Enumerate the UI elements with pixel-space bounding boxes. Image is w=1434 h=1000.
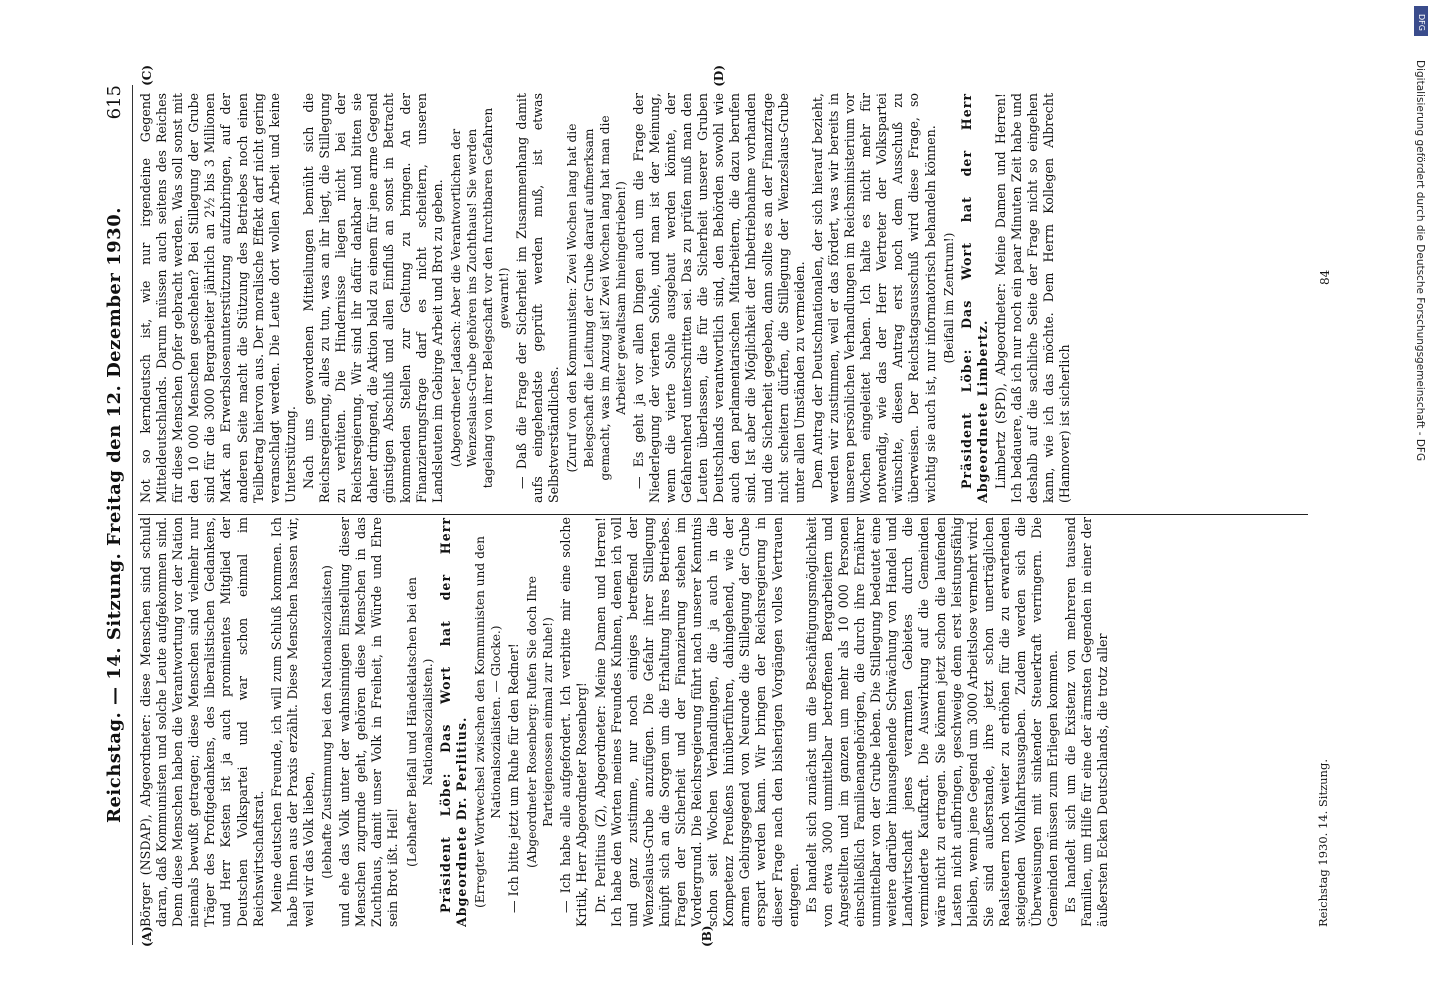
column-left [138, 517, 1308, 927]
page-header [100, 85, 130, 945]
signature-number: 84 [1318, 269, 1332, 285]
margin-marker-d: (D) [712, 65, 726, 87]
margin-marker-c: (C) [140, 65, 154, 86]
paragraph: Es handelt sich um die Existenz von mehreren tausend Familien, um Hilfe für eine der ärmsten Gegenden in einer der äußersten Ecken Deutschlands, die trotz aller [1063, 517, 1111, 927]
page-footer: Reichstag 1930. 14. Sitzung. [1316, 759, 1330, 927]
paragraph: Meine deutschen Freunde, ich will zum Schluß kommen. Ich habe Ihnen aus der Praxis erzählt. Diese Menschen hassen wir, weil wir das Volk lieben, [268, 517, 316, 927]
interjection: (Abgeordneter Jadasch: Aber die Verantwortlichen der Wenzeslaus-Grube gehören ins Zuchthaus! Sie werden tagelang von ihrer Belegschaft vor den furchtbaren Gefahren gewarnt!) [448, 107, 512, 489]
interjection: (Lebhafter Beifall und Händeklatschen bei den Nationalsozialisten.) [404, 577, 435, 867]
interjection: (Erregter Wortwechsel zwischen den Kommunisten und den Nationalsozialisten. — Glocke.) [472, 536, 503, 908]
speaker-line: Präsident Löbe: Das Wort hat der Herr Abgeordnete Dr. Perlitius. [437, 517, 469, 927]
header-rule [132, 85, 133, 945]
margin-marker-a: (A) [140, 926, 154, 947]
column-right [138, 93, 1308, 503]
header-title: Reichstag. — 14. Sitzung. Freitag den 12. Dezember 1930. [104, 207, 125, 824]
paragraph: — Daß die Frage der Sicherheit im Zusammenhang damit aufs eingehendste geprüft werden muß, ist etwas Selbstverständliches. [514, 93, 562, 503]
interjection: (Beifall im Zentrum!) [941, 232, 956, 364]
interjection: (Abgeordneter Rosenberg: Rufen Sie doch Ihre Parteigenossen einmal zur Ruhe!) [525, 576, 556, 868]
paragraph: — Es geht ja vor allen Dingen auch um die Frage der Niederlegung der vierten Sohle, und man ist der Meinung, wenn die vierte Sohle ausgebaut werden könnte, der Gefahrenherd unterschritten sei. Das zu prüfen muß man den Leuten überlassen, die für die Sicherheit unserer Gruben Deutschlands verantwortlich sind, den Behörden sowohl wie auch den parlamentarischen Mitarbeitern, die dazu berufen sind. Ist aber die Möglichkeit der Inbetriebnahme vorhanden und die Sicherheit gegeben, dann sollte es an der Finanzfrage nicht scheitern dürfen, die Stillegung der Wenzeslaus-Grube unter allen Umständen zu vermeiden. [630, 93, 807, 503]
dfg-logo-text: DFG [1417, 14, 1426, 31]
paragraph: Limbertz (SPD), Abgeordneter: Meine Damen und Herren! Ich bedauere, daß ich nur noch ein paar Minuten Zeit habe und deshalb auf die sachliche Seite der Frage nicht so eingehen kann, wie ich das möchte. Dem Herrn Kollegen Albrecht (Hannover) ist sicherlich [992, 93, 1073, 503]
paragraph: — Ich bitte jetzt um Ruhe für den Redner! [506, 643, 522, 913]
digitization-note-text: Digitalisierung gefördert durch die Deutsche Forschungsgemeinschaft - DFG [1414, 60, 1426, 462]
paragraph: Es handelt sich zunächst um die Beschäftigungsmöglichkeit von etwa 3000 unmittelbar betroffenen Bergarbeitern und Angestellten und im ganzen um mehr als 10 000 Personen einschließlich Familienangehörigen, die durch ihre Ernährer unmittelbar von der Grube leben. Die Stillegung bedeutet eine weitere darüber hinausgehende Schwächung von Handel und Landwirtschaft jenes verarmten Gebietes durch die verminderte Kaufkraft. Die Auswirkung auf die Gemeinden wäre nicht zu ertragen. Sie können jetzt schon die laufenden Lasten nicht aufbringen, geschweige denn erst leistungsfähig bleiben, wenn jene Gegend um 3000 Arbeitslose vermehrt wird. Sie sind außerstande, ihre jetzt schon unerträglichen Realsteuern noch weiter zu erhöhen für die zu erwartenden steigenden Wohlfahrtsausgaben. Zudem werden sich die Überweisungen mit sinkender Steuerkraft verringern. Die Gemeinden müssen zum Erliegen kommen. [803, 517, 1061, 927]
paragraph: und ehe das Volk unter der wahnsinnigen Einstellung dieser Menschen zugrunde geht, gehören diese Menschen in das Zuchthaus, damit unser Volk in Freiheit, in Würde und Ehre sein Brot ißt. Heil! [337, 517, 401, 927]
interjection: (lebhafte Zustimmung bei den Nationalsozialisten) [320, 565, 335, 879]
paragraph: Not so kerndeutsch ist, wie nur irgendeine Gegend Mitteldeutschlands. Darum müssen auch seitens des Reiches für diese Menschen Opfer gebracht werden. Was soll sonst mit den 10 000 Menschen geschehen? Bei Stillegung der Grube sind für die 3000 Bergarbeiter jährlich an 2½ bis 3 Millionen Mark an Erwerbslosenunterstützung aufzubringen, auf der anderen Seite macht die Stützung des Betriebes noch einen Teilbetrag hiervon aus. Der moralische Effekt darf nicht gering veranschlagt werden. Die Leute dort wollen Arbeit und keine Unterstützung. [138, 93, 298, 503]
paragraph: Nach uns gewordenen Mitteilungen bemüht sich die Reichsregierung, alles zu tun, was an ihr liegt, die Stillegung zu verhüten. Die Hindernisse liegen nicht bei der Reichsregierung. Wir sind ihr dafür dankbar und bitten sie daher dringend, die Aktion bald zu einem für jene arme Gegend günstigen Abschluß und allen Einfluß an sonst in Betracht kommenden Stellen zur Geltung zu bringen. An der Finanzierungsfrage darf es nicht scheitern, unseren Landsleuten im Gebirge Arbeit und Brot zu geben. [300, 93, 445, 503]
paragraph: — Ich habe alle aufgefordert. Ich verbitte mir eine solche Kritik, Herr Abgeordneter Rosenberg! [558, 517, 590, 927]
digitization-note [1412, 60, 1426, 860]
document-page [100, 65, 1332, 947]
paragraph: Dem Antrag der Deutschnationalen, der sich hierauf bezieht, werden wir zustimmen, weil er das fördert, was wir bereits in unseren persönlichen Verhandlungen im Reichsministerium vor Wochen eingeleitet haben. Ich halte es nicht mehr für notwendig, wie das der Herr Vertreter der Volkspartei wünschte, diesen Antrag erst noch dem Ausschuß zu überweisen. Der Reichstagsausschuß wird diese Frage, so wichtig sie auch ist, nur informatorisch behandeln können. [809, 93, 938, 503]
dfg-logo [1414, 6, 1428, 36]
paragraph: Börger (NSDAP), Abgeordneter: diese Menschen sind schuld daran, daß Kommunisten und solche Leute aufgekommen sind. Denn diese Menschen haben die Verantwortung vor der Nation niemals bewußt getragen; diese Menschen sind vielmehr nur Träger des Profitgedankens, des liberalistischen Gedankens, und Herr Kesten ist ja auch prominentes Mitglied der Deutschen Volkspartei und war schon einmal im Reichswirtschaftsrat. [138, 517, 266, 927]
column-divider [138, 514, 1308, 515]
margin-marker-b: (B) [700, 925, 714, 947]
paragraph: Dr. Perlitius (Z), Abgeordneter: Meine Damen und Herren! Ich habe den Worten meines Freundes Kuhnen, denen ich voll und ganz zustimme, nur noch einiges betreffend der Wenzeslaus-Grube anzufügen. Die Gefahr ihrer Stillegung knüpft sich an die Sorgen um die Erhaltung ihres Betriebes. Fragen der Sicherheit und der Finanzierung stehen im Vordergrund. Die Reichsregierung führt nach unserer Kenntnis schon seit Wochen Verhandlungen, die ja auch in die Kompetenz Preußens hinüberführen, dahingehend, wie der armen Gebirgsgegend von Neurode die Stillegung der Grube erspart werden kann. Wir bringen der Reichsregierung in dieser Frage nach den bisherigen Vorgängen volles Vertrauen entgegen. [592, 517, 801, 927]
page-number: 615 [104, 85, 125, 120]
speaker-line: Präsident Löbe: Das Wort hat der Herr Abgeordnete Limbertz. [958, 93, 990, 503]
interjection: (Zuruf von den Kommunisten: Zwei Wochen lang hat die Belegschaft die Leitung der Grube darauf aufmerksam gemacht, was im Anzug ist! Zwei Wochen lang hat man die Arbeiter gewaltsam hineingetrieben!) [565, 115, 628, 481]
